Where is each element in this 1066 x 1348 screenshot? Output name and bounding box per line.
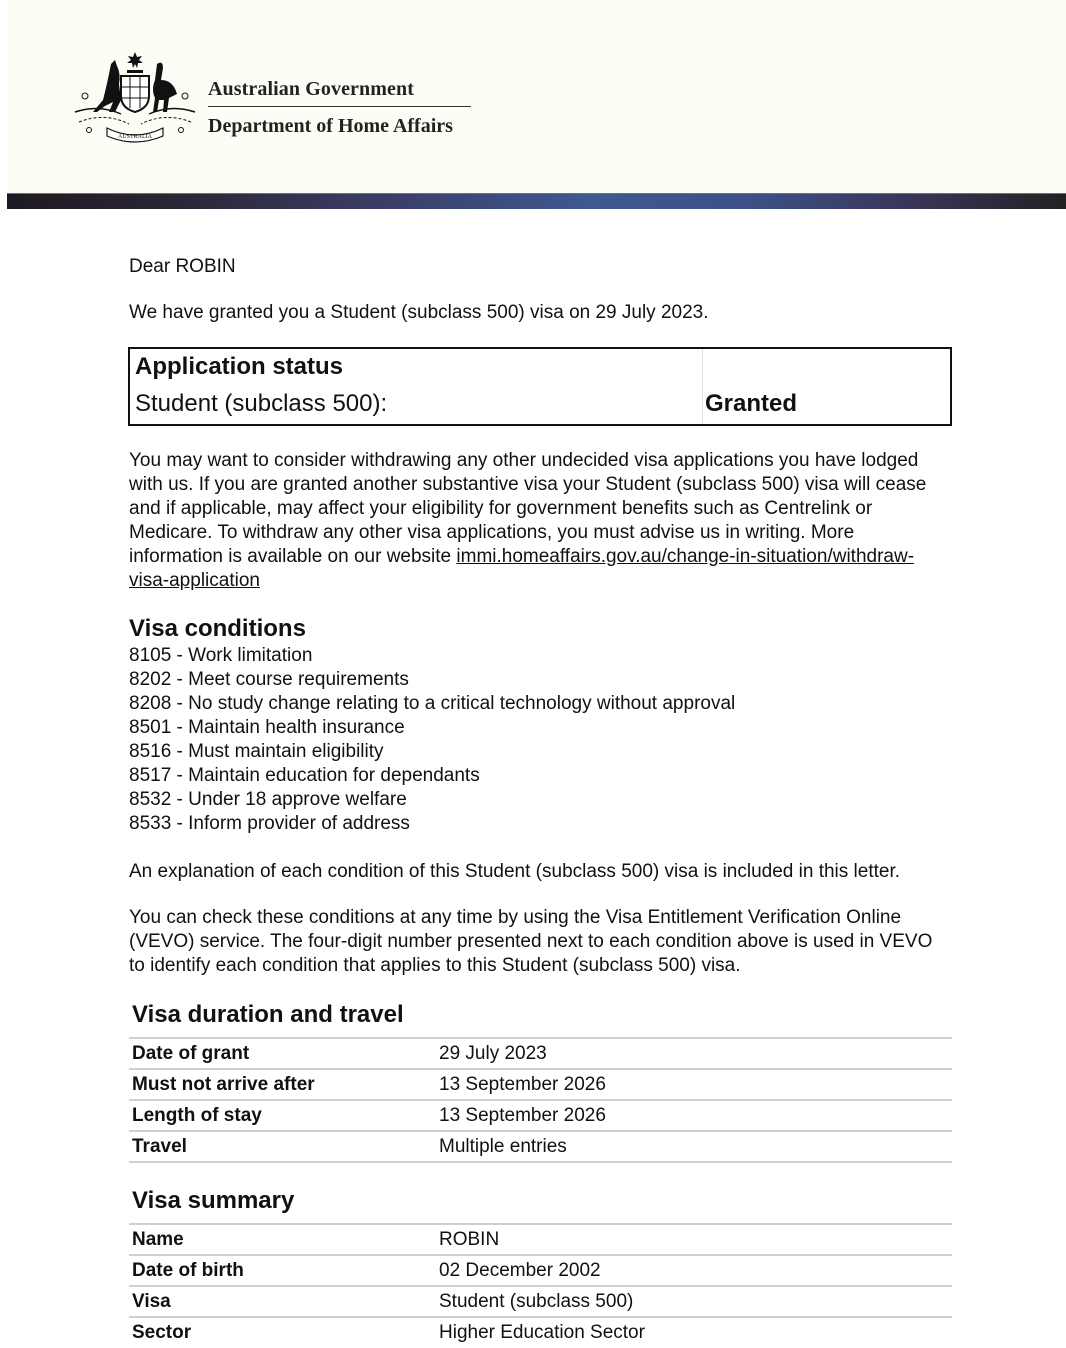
visa-conditions-title: Visa conditions — [129, 615, 306, 642]
table-row — [129, 1224, 952, 1255]
condition-item: 8208 - No study change relating to a critical technology without approval — [129, 693, 736, 714]
row-value: 13 September 2026 — [436, 1100, 952, 1131]
row-key: Date of birth — [129, 1255, 436, 1286]
table-row — [129, 1038, 952, 1069]
row-key: Name — [129, 1224, 436, 1255]
row-key: Date of grant — [129, 1038, 436, 1069]
status-divider — [702, 349, 703, 424]
row-key: Sector — [129, 1317, 436, 1348]
application-status-value: Granted — [705, 390, 798, 417]
withdraw-text: You may want to consider withdrawing any other undecided visa applications you have lodged with us. If you are granted another substantive visa your Student (subclass 500) visa will cease and if applicable, may affect your eligibility for government benefits such as Centrelink or Medicare. To withdraw any other visa applications, you must advise us in writing. More information is available on our website — [129, 450, 927, 567]
visa-conditions-list — [129, 644, 735, 836]
condition-item: 8517 - Maintain education for dependants — [129, 765, 480, 786]
condition-item: 8105 - Work limitation — [129, 645, 313, 666]
withdraw-notice — [129, 449, 949, 593]
row-value: 29 July 2023 — [436, 1038, 952, 1069]
department-name: Department of Home Affairs — [208, 115, 453, 137]
condition-item: 8501 - Maintain health insurance — [129, 717, 405, 738]
svg-text:AUSTRALIA: AUSTRALIA — [118, 134, 152, 140]
table-row — [129, 1255, 952, 1286]
row-value: 02 December 2002 — [436, 1255, 952, 1286]
letterhead — [7, 0, 1066, 193]
table-row — [129, 1131, 952, 1162]
row-key: Length of stay — [129, 1100, 436, 1131]
row-key: Must not arrive after — [129, 1069, 436, 1100]
grant-intro: We have granted you a Student (subclass 500) visa on 29 July 2023. — [129, 302, 709, 323]
government-name: Australian Government — [208, 78, 414, 100]
application-status-label: Student (subclass 500): — [135, 390, 388, 417]
row-value: Multiple entries — [436, 1131, 952, 1162]
conditions-explanation: An explanation of each condition of this Student (subclass 500) visa is included in this letter. — [129, 861, 901, 882]
branding-divider — [208, 106, 471, 107]
condition-item: 8533 - Inform provider of address — [129, 813, 410, 834]
application-status-box — [128, 347, 952, 426]
visa-duration-table — [129, 1037, 952, 1163]
coat-of-arms-icon — [69, 50, 201, 146]
row-value: Higher Education Sector — [436, 1317, 952, 1348]
table-row — [129, 1286, 952, 1317]
application-status-title: Application status — [135, 353, 344, 380]
greeting: Dear ROBIN — [129, 256, 236, 277]
row-key: Visa — [129, 1286, 436, 1317]
table-row — [129, 1317, 952, 1348]
vevo-notice: You can check these conditions at any time by using the Visa Entitlement Verification Online (VEVO) service. The four-digit number presented next to each condition above is used in VEVO to identify each condition that applies to this Student (subclass 500) visa. — [129, 907, 933, 976]
visa-summary-title: Visa summary — [132, 1187, 295, 1214]
agency-branding — [208, 76, 472, 139]
visa-summary-table — [129, 1223, 952, 1348]
condition-item: 8202 - Meet course requirements — [129, 669, 409, 690]
row-key: Travel — [129, 1131, 436, 1162]
visa-duration-title: Visa duration and travel — [132, 1001, 404, 1028]
header-band — [7, 193, 1066, 209]
row-value: Student (subclass 500) — [436, 1286, 952, 1317]
table-row — [129, 1069, 952, 1100]
row-value: ROBIN — [436, 1224, 952, 1255]
condition-item: 8516 - Must maintain eligibility — [129, 741, 384, 762]
row-value: 13 September 2026 — [436, 1069, 952, 1100]
table-row — [129, 1100, 952, 1131]
condition-item: 8532 - Under 18 approve welfare — [129, 789, 407, 810]
withdraw-visa-link[interactable]: immi.homeaffairs.gov.au/change-in-situation/withdraw-visa-application — [129, 546, 915, 591]
